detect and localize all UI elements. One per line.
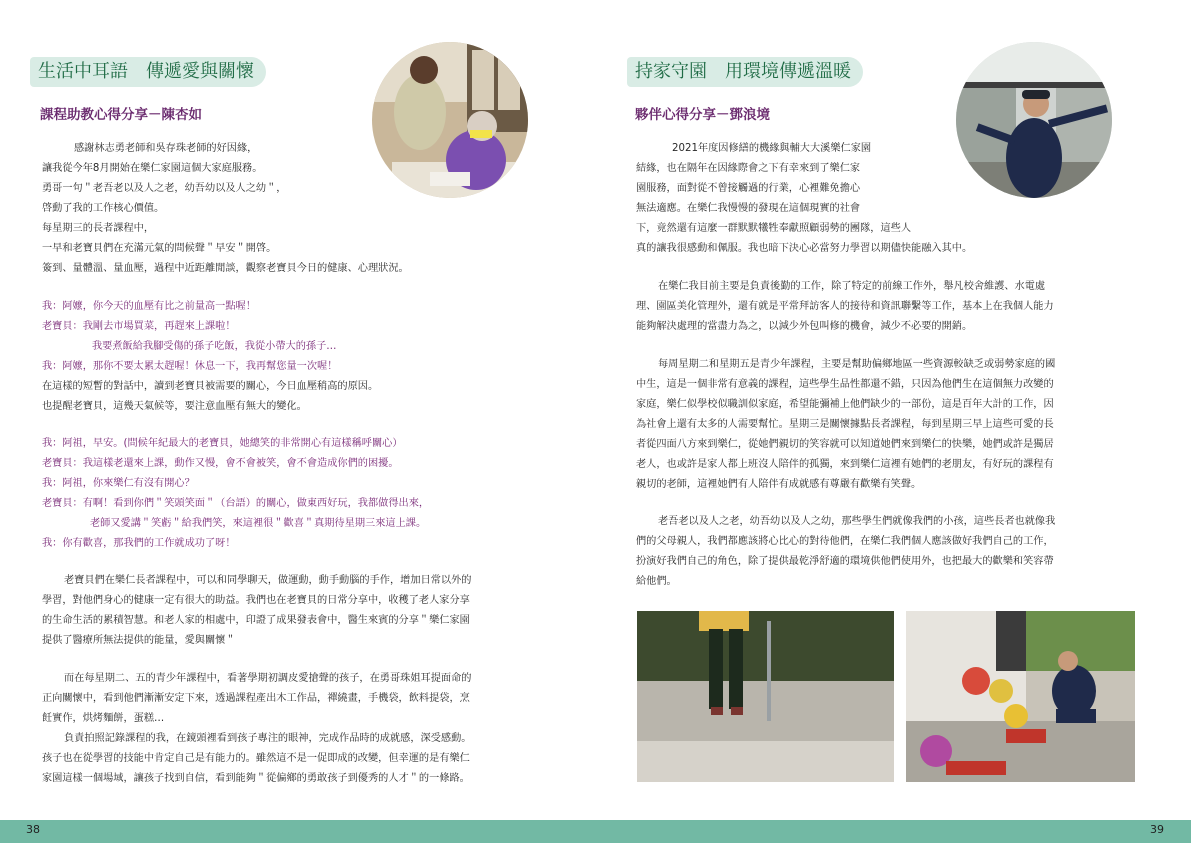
paragraph-line: 扮演好我們自己的角色，除了提供最乾淨舒適的環境供他們使用外，也把最大的歡樂和笑容帶 [636, 556, 1054, 567]
dialog-line: 我：阿嬤，你今天的血壓有比之前量高一點喔！ [42, 301, 256, 312]
paragraph-line: 能夠解決處理的當盡力為之，以減少外包叫修的機會，減少不必要的開銷。 [636, 321, 973, 332]
paragraph-line: 的生命生活的累積智慧。和老人家的相處中，印證了成果發表會中，醫生來賓的分享＂樂仁家園 [42, 615, 470, 626]
paragraph-line: 們的父母親人，我們都應該將心比心的對待他們，在樂仁我們個人應該做好我們自己的工作， [636, 536, 1054, 547]
dialog-line: 老師又愛講＂笑虧＂給我們笑，來這裡很＂歡喜＂真期待星期三來這上課。 [90, 518, 427, 529]
left-subtitle: 課程助教心得分享－陳杏如 [40, 107, 202, 123]
intro-line: 感謝林志勇老師和吳存珠老師的好因緣， [74, 143, 258, 154]
paragraph-line: 理、園區美化管理外，還有就是平常拜訪客人的接待和資訊聯繫等工作，基本上在我個人能力 [636, 301, 1054, 312]
dialog-line: 在這樣的短暫的對話中，讀到老寶貝被需要的關心，今日血壓稍高的原因。 [42, 381, 379, 392]
paragraph-line: 每周星期二和星期五是青少年課程，主要是幫助偏鄉地區一些資源較缺乏或弱勢家庭的國 [658, 359, 1056, 370]
paragraph-line: 負責拍照記錄課程的我，在鏡頭裡看到孩子專注的眼神，完成作品時的成就感，深受感動。 [64, 733, 472, 744]
intro-line: 簽到、量體溫、量血壓，過程中近距離閒談，觀察老寶貝今日的健康、心理狀況。 [42, 263, 409, 274]
left-paragraph-4 [42, 669, 472, 789]
right-section-title: 持家守園 用環境傳遞溫暖 [627, 57, 863, 87]
paragraph-line: 園服務，面對從不曾接觸過的行業，心裡難免擔心 [636, 183, 861, 194]
left-intro [42, 139, 409, 279]
paragraph-line: 真的讓我很感動和佩服。我也暗下決心必當努力學習以期儘快能融入其中。 [636, 243, 973, 254]
paragraph-line: 學習，對他們身心的健康一定有很大的助益。我們也在老寶貝的日常分享中，收穫了老人家分享 [42, 595, 470, 606]
right-subtitle: 夥伴心得分享－鄧浪境 [635, 107, 770, 123]
left-dialog-2 [42, 434, 429, 554]
gardening-photo [906, 611, 1135, 782]
left-section-title: 生活中耳語 傳遞愛與關懷 [30, 57, 266, 87]
left-paragraph-3 [42, 571, 472, 651]
paragraph-line: 者從四面八方來到樂仁，從她們親切的笑容就可以知道她們來到樂仁的快樂，她們或許是獨居 [636, 439, 1054, 450]
intro-line: 啓動了我的工作核心價值。 [42, 203, 165, 214]
right-paragraph-1 [636, 139, 972, 259]
paragraph-line: 無法適應。在樂仁我慢慢的發現在這個現實的社會 [636, 203, 861, 214]
paragraph-line: 結緣，也在隔年在因緣際會之下有幸來到了樂仁家 [636, 163, 861, 174]
paragraph-line: 家庭，樂仁似學校似職訓似家庭，希望能彌補上他們缺少的一部份，這是百年大計的工作，因 [636, 399, 1054, 410]
dialog-line: 我要煮飯給我腳受傷的孫子吃飯，我從小帶大的孫子… [92, 341, 337, 352]
dialog-line: 老寶貝：有啊！看到你們＂笑頭笑面＂（台語）的關心，做東西好玩，我都做得出來， [42, 498, 430, 509]
right-paragraph-4 [636, 512, 1055, 592]
walking-elder-photo [637, 611, 894, 782]
paragraph-line: 飪實作，烘烤麵餅，蛋糕… [42, 713, 165, 724]
paragraph-line: 親切的老師，這裡她們有人陪伴有成就感有尊嚴有歡樂有笑聲。 [636, 479, 922, 490]
paragraph-line: 正向關懷中，看到他們漸漸安定下來，透過課程產出木工作品，禪繞畫，手機袋，飲料提袋，烹 [42, 693, 470, 704]
intro-line: 一早和老寶貝們在充滿元氣的問候聲＂早安＂開啓。 [42, 243, 277, 254]
paragraph-line: 在樂仁我目前主要是負責後勤的工作，除了特定的前線工作外，舉凡校舍維護、水電處 [658, 281, 1046, 292]
dialog-line: 我：阿祖，你來樂仁有沒有開心？ [42, 478, 195, 489]
paragraph-line: 老寶貝們在樂仁長者課程中，可以和同學聊天，做運動，動手動腦的手作，增加日常以外的 [64, 575, 472, 586]
page-number-left: 38 [26, 823, 40, 836]
dialog-line: 我：你有歡喜，那我們的工作就成功了呀！ [42, 538, 236, 549]
right-page [596, 0, 1191, 820]
left-page [0, 0, 595, 820]
staff-photo [956, 42, 1112, 198]
dialog-line: 老寶貝：我這樣老還來上課，動作又慢，會不會被笑，會不會造成你們的困擾。 [42, 458, 399, 469]
paragraph-line: 2021年度因修繕的機緣與輔大大溪樂仁家園 [672, 143, 872, 154]
intro-line: 每星期三的長者課程中， [42, 223, 155, 234]
page-number-right: 39 [1150, 823, 1164, 836]
paragraph-line: 老吾老以及人之老，幼吾幼以及人之幼，那些學生們就像我們的小孩，這些長者也就像我 [658, 516, 1056, 527]
paragraph-line: 提供了醫療所無法提供的能量，愛與關懷＂ [42, 635, 236, 646]
paragraph-line: 中生，這是一個非常有意義的課程，這些學生品性都還不錯，只因為他們生在這個無力改變的 [636, 379, 1054, 390]
intro-line: 讓我從今年8月開始在樂仁家園這個大家庭服務。 [42, 163, 263, 174]
right-paragraph-3 [636, 355, 1055, 495]
paragraph-line: 家園這樣一個場域，讓孩子找到自信，看到能夠＂從偏鄉的勇敢孩子到優秀的人才＂的一條路。 [42, 773, 470, 784]
paragraph-line: 給他們。 [636, 576, 677, 587]
right-paragraph-2 [636, 277, 1054, 337]
dialog-line: 我：阿嬤，那你不要太累太趕喔！休息一下，我再幫您量一次喔！ [42, 361, 338, 372]
footer-bar [0, 820, 1191, 843]
paragraph-line: 而在每星期二、五的青少年課程中，看著學期初調皮愛搶聲的孩子，在勇哥珠姐耳提面命的 [64, 673, 472, 684]
paragraph-line: 老人，也或許是家人都上班沒人陪伴的孤獨，來到樂仁這裡有她們的老朋友，有好玩的課程有 [636, 459, 1054, 470]
left-dialog-1 [42, 297, 378, 417]
paragraph-line: 孩子也在從學習的技能中肯定自己是有能力的。雖然這不是一促即成的改變，但幸運的是有樂仁 [42, 753, 470, 764]
dialog-line: 老寶貝：我剛去市場買菜，再趕來上課啦！ [42, 321, 236, 332]
intro-line: 勇哥一句＂老吾老以及人之老，幼吾幼以及人之幼＂， [42, 183, 287, 194]
paragraph-line: 下，竟然還有這麼一群默默犧牲奉獻照顧弱勢的團隊，這些人 [636, 223, 912, 234]
dialog-line: 我：阿祖，早安。(問候年紀最大的老寶貝，她總笑的非常開心有這樣稱呼關心） [42, 438, 403, 449]
paragraph-line: 為社會上還有太多的人需要幫忙。星期三是關懷據點長者課程，每到星期三早上這些可愛的長 [636, 419, 1054, 430]
dialog-line: 也提醒老寶貝，這幾天氣候等，要注意血壓有無大的變化。 [42, 401, 307, 412]
